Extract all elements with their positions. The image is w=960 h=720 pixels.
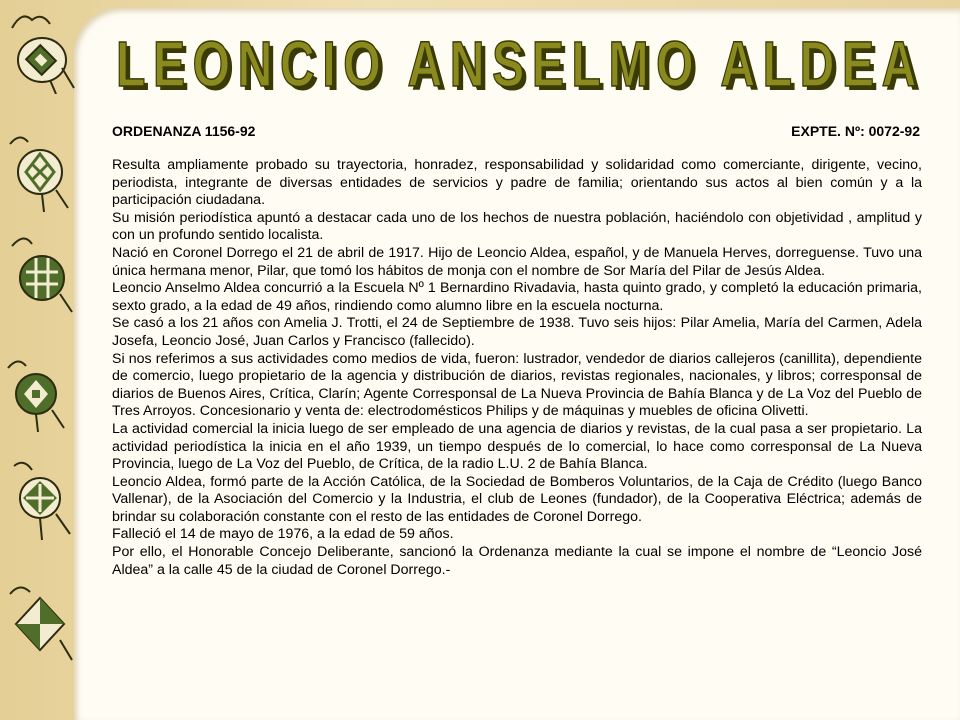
paragraph: Falleció el 14 de mayo de 1976, a la edad de 59 años. — [112, 526, 454, 543]
title-shadow: LEONCIO ANSELMO ALDEA — [120, 32, 928, 104]
paragraph: Resulta ampliamente probado su trayectoria, honradez, responsabilidad y solidaridad como comerciante, dirigente, vecino, periodista, integrante de diversas entidades de servicios y padre de familia; orientando sus actos al bien común y a la participación ciudadana. — [112, 157, 922, 209]
paragraph: Se casó a los 21 años con Amelia J. Trotti, el 24 de Septiembre de 1938. Tuvo seis hijos: Pilar Amelia, María del Carmen, Adela Josefa, Leoncio José, Juan Carlos y Francisco (fallecido). — [112, 315, 922, 349]
paragraph: Leoncio Anselmo Aldea concurrió a la Escuela Nº 1 Bernardino Rivadavia, hasta quinto grado, y completó la educación primaria, sexto grado, a la edad de 49 años, rindiendo como alumno libre en la escuela nocturna. — [112, 280, 922, 314]
title-text: LEONCIO ANSELMO ALDEA — [116, 28, 924, 100]
page-title — [105, 14, 935, 104]
diamond-motif-icon — [2, 580, 78, 666]
paragraph: La actividad comercial la inicia luego de ser empleado de una agencia de diarios y revistas, de la cual pasa a ser propietario. La actividad periodística la inicia en el año 1939, un tiempo después de lo comercial, lo hace como corresponsal de La Nueva Provincia, luego de La Voz del Pueblo, de Crítica, de la radio L.U. 2 de Bahía Blanca. — [112, 420, 922, 473]
paragraph: Nació en Coronel Dorrego el 21 de abril de 1917. Hijo de Leoncio Aldea, español, y de Manuela Herves, dorreguense. Tuvo una única hermana menor, Pilar, que tomó los hábitos de monja con el nombre de Sor María del Pilar de Jesús Aldea. — [112, 244, 922, 279]
cross-motif-icon — [2, 456, 78, 542]
document-body — [112, 157, 922, 579]
bird-motif-icon — [2, 8, 78, 94]
sun-motif-icon — [2, 128, 78, 214]
file-number: EXPTE. Nº: 0072-92 — [791, 123, 920, 139]
paragraph: Leoncio Aldea, formó parte de la Acción Católica, de la Sociedad de Bomberos Voluntarios, de la Caja de Crédito (luego Banco Vallenar), de la Asociación del Comercio y la Industria, el club de Leones (fundador), de la Cooperativa Eléctrica; además de brindar su colaboración constante con el resto de las entidades de Coronel Dorrego. — [112, 473, 922, 525]
paragraph: Por ello, el Honorable Concejo Deliberante, sancionó la Ordenanza mediante la cual se impone el nombre de “Leoncio José Aldea” a la calle 45 de la ciudad de Coronel Dorrego.- — [112, 544, 922, 578]
paragraph: Si nos referimos a sus actividades como medios de vida, fueron: lustrador, vendedor de diarios callejeros (canillita), dependiente de comercio, luego propietario de la agencia y distribución de diarios, revistas regionales, nacionales, y libros; corresponsal de diarios de Buenos Aires, Crítica, Clarín; Agente Corresponsal de La Nueva Provincia de Bahía Blanca y de La Voz del Pueblo de Tres Arroyos. Concesionario y venta de: electrodomésticos Philips y de máquinas y muebles de oficina Olivetti. — [112, 350, 922, 420]
checker-motif-icon — [2, 232, 78, 318]
paragraph: Su misión periodística apuntó a destacar cada uno de los hechos de nuestra población, haciéndolo con objetividad , amplitud y con un profundo sentido localista. — [112, 209, 922, 244]
flower-motif-icon — [2, 350, 78, 436]
ordinance-number: ORDENANZA 1156-92 — [112, 123, 256, 139]
